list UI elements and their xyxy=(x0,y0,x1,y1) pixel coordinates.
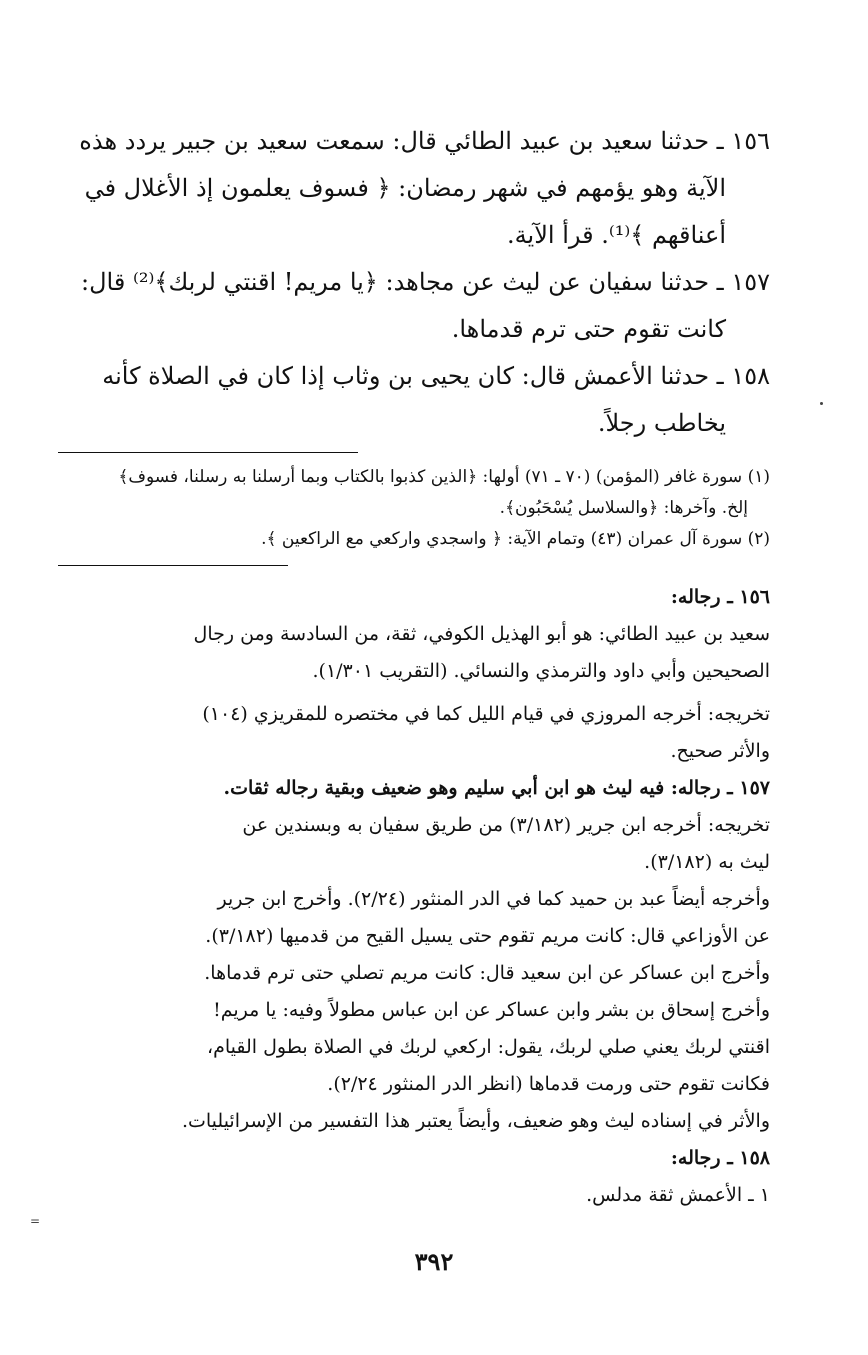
commentary-line: تخريجه: أخرجه المروزي في قيام الليل كما في مختصره للمقريزي (١٠٤) xyxy=(202,703,770,725)
commentary-line: والأثر في إسناده ليث وهو ضعيف، وأيضاً يعتبر هذا التفسير من الإسرائيليات. xyxy=(181,1110,770,1132)
heading-158: ١٥٨ ـ رجاله: xyxy=(670,1147,770,1169)
paragraph-156-line-3: أعناقهم ﴾⁽¹⁾. قرأ الآية. xyxy=(507,221,726,249)
commentary-line: وأخرجه أيضاً عبد بن حميد كما في الدر المنثور (٢/٢٤). وأخرج ابن جرير xyxy=(217,888,770,910)
commentary-line: تخريجه: أخرجه ابن جرير (٣/١٨٢) من طريق سفيان به وبسندين عن xyxy=(242,814,770,836)
footnote-2: (٢) سورة آل عمران (٤٣) وتمام الآية: ﴿ واسجدي واركعي مع الراكعين ﴾. xyxy=(261,529,770,549)
paragraph-157-line-2: كانت تقوم حتى ترم قدماها. xyxy=(451,315,726,343)
commentary-line: وأخرج ابن عساكر عن ابن سعيد قال: كانت مريم تصلي حتى ترم قدماها. xyxy=(204,962,770,984)
commentary xyxy=(58,579,770,1214)
heading-157: ١٥٧ ـ رجاله: فيه ليث هو ابن أبي سليم وهو ضعيف وبقية رجاله ثقات. xyxy=(223,777,770,799)
commentary-line: سعيد بن عبيد الطائي: هو أبو الهذيل الكوفي، ثقة، من السادسة ومن رجال xyxy=(193,623,770,645)
commentary-line: وأخرج إسحاق بن بشر وابن عساكر عن ابن عباس مطولاً وفيه: يا مريم! xyxy=(213,999,770,1021)
commentary-line: فكانت تقوم حتى ورمت قدماها (انظر الدر المنثور ٢/٢٤). xyxy=(327,1073,770,1095)
stray-dot xyxy=(820,402,823,405)
commentary-line: اقنتي لربك يعني صلي لربك، يقول: اركعي لربك في الصلاة بطول القيام، xyxy=(206,1036,770,1058)
commentary-line: والأثر صحيح. xyxy=(670,740,770,762)
margin-mark: = xyxy=(30,1214,41,1228)
commentary-line: ١ ـ الأعمش ثقة مدلس. xyxy=(586,1184,770,1206)
commentary-separator xyxy=(58,565,288,566)
footnote-separator xyxy=(58,452,358,453)
paragraph-157-line-1: ١٥٧ ـ حدثنا سفيان عن ليث عن مجاهد: ﴿يا مريم! اقنتي لربك﴾⁽²⁾ قال: xyxy=(81,268,770,296)
paragraph-156-line-2: الآية وهو يؤمهم في شهر رمضان: ﴿ فسوف يعلمون إذ الأغلال في xyxy=(84,174,726,202)
footnote-1-line-2: إلخ. وآخرها: ﴿والسلاسل يُسْحَبُون﴾. xyxy=(499,498,748,518)
paragraph-158-line-1: ١٥٨ ـ حدثنا الأعمش قال: كان يحيى بن وثاب إذا كان في الصلاة كأنه xyxy=(102,362,770,390)
commentary-line: عن الأوزاعي قال: كانت مريم تقوم حتى يسيل القيح من قدميها (٣/١٨٢). xyxy=(205,925,770,947)
footnote-1-line-1: (١) سورة غافر (المؤمن) (٧٠ ـ ٧١) أولها: ﴿الذين كذبوا بالكتاب وبما أرسلنا به رسلنا، فسوف﴾ xyxy=(118,467,770,487)
commentary-line: الصحيحين وأبي داود والترمذي والنسائي. (التقريب ١/٣٠١). xyxy=(312,660,770,682)
commentary-line: ليث به (٣/١٨٢). xyxy=(644,851,770,873)
paragraph-158-line-2: يخاطب رجلاً. xyxy=(597,409,726,437)
main-text xyxy=(58,118,770,447)
heading-156: ١٥٦ ـ رجاله: xyxy=(670,586,770,608)
paragraph-156-line-1: ١٥٦ ـ حدثنا سعيد بن عبيد الطائي قال: سمعت سعيد بن جبير يردد هذه xyxy=(79,127,770,155)
footnotes xyxy=(58,462,770,555)
page-number: ٣٩٢ xyxy=(414,1247,454,1276)
